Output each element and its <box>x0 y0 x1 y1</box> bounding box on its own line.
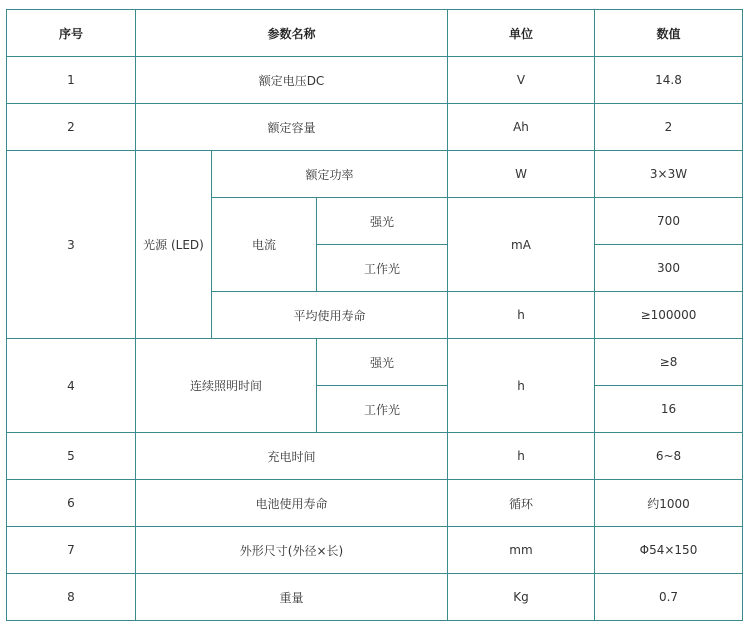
header-unit: 单位 <box>448 10 595 57</box>
row-value: 700 <box>595 198 743 245</box>
mode-label: 强光 <box>317 339 448 386</box>
row-param: 充电时间 <box>136 433 448 480</box>
row-param: 平均使用寿命 <box>212 292 448 339</box>
table-row <box>7 339 743 386</box>
table-row <box>7 151 743 198</box>
light-source-group: 光源 (LED) <box>136 151 212 339</box>
header-index: 序号 <box>7 10 136 57</box>
parameter-table <box>6 9 743 621</box>
header-param: 参数名称 <box>136 10 448 57</box>
row-value: 300 <box>595 245 743 292</box>
row-value: 16 <box>595 386 743 433</box>
row-value: ≥100000 <box>595 292 743 339</box>
row-value: 14.8 <box>595 57 743 104</box>
row-unit: mm <box>448 527 595 574</box>
table-row <box>7 104 743 151</box>
row-unit: Kg <box>448 574 595 621</box>
row-param: 外形尺寸(外径×长) <box>136 527 448 574</box>
row-unit: h <box>448 433 595 480</box>
row-param: 连续照明时间 <box>136 339 317 433</box>
row-param: 额定功率 <box>212 151 448 198</box>
header-row <box>7 10 743 57</box>
table-row <box>7 480 743 527</box>
row-value: 6~8 <box>595 433 743 480</box>
row-index: 6 <box>7 480 136 527</box>
row-param: 重量 <box>136 574 448 621</box>
row-value: Φ54×150 <box>595 527 743 574</box>
row-unit: W <box>448 151 595 198</box>
header-value: 数值 <box>595 10 743 57</box>
row-value: 约1000 <box>595 480 743 527</box>
table-row <box>7 433 743 480</box>
row-value: ≥8 <box>595 339 743 386</box>
row-index: 2 <box>7 104 136 151</box>
row-unit: 循环 <box>448 480 595 527</box>
table-row <box>7 527 743 574</box>
current-param: 电流 <box>212 198 317 292</box>
row-unit: Ah <box>448 104 595 151</box>
row-value: 2 <box>595 104 743 151</box>
row-param: 额定电压DC <box>136 57 448 104</box>
row-value: 3×3W <box>595 151 743 198</box>
mode-label: 工作光 <box>317 245 448 292</box>
row-index: 5 <box>7 433 136 480</box>
row-index: 4 <box>7 339 136 433</box>
row-value: 0.7 <box>595 574 743 621</box>
row-index: 7 <box>7 527 136 574</box>
mode-label: 工作光 <box>317 386 448 433</box>
row-index: 1 <box>7 57 136 104</box>
row-unit: V <box>448 57 595 104</box>
mode-label: 强光 <box>317 198 448 245</box>
row-unit: h <box>448 339 595 433</box>
row-unit: h <box>448 292 595 339</box>
table-row <box>7 574 743 621</box>
row-param: 电池使用寿命 <box>136 480 448 527</box>
row-index: 3 <box>7 151 136 339</box>
row-unit: mA <box>448 198 595 292</box>
table-row <box>7 57 743 104</box>
row-index: 8 <box>7 574 136 621</box>
row-param: 额定容量 <box>136 104 448 151</box>
